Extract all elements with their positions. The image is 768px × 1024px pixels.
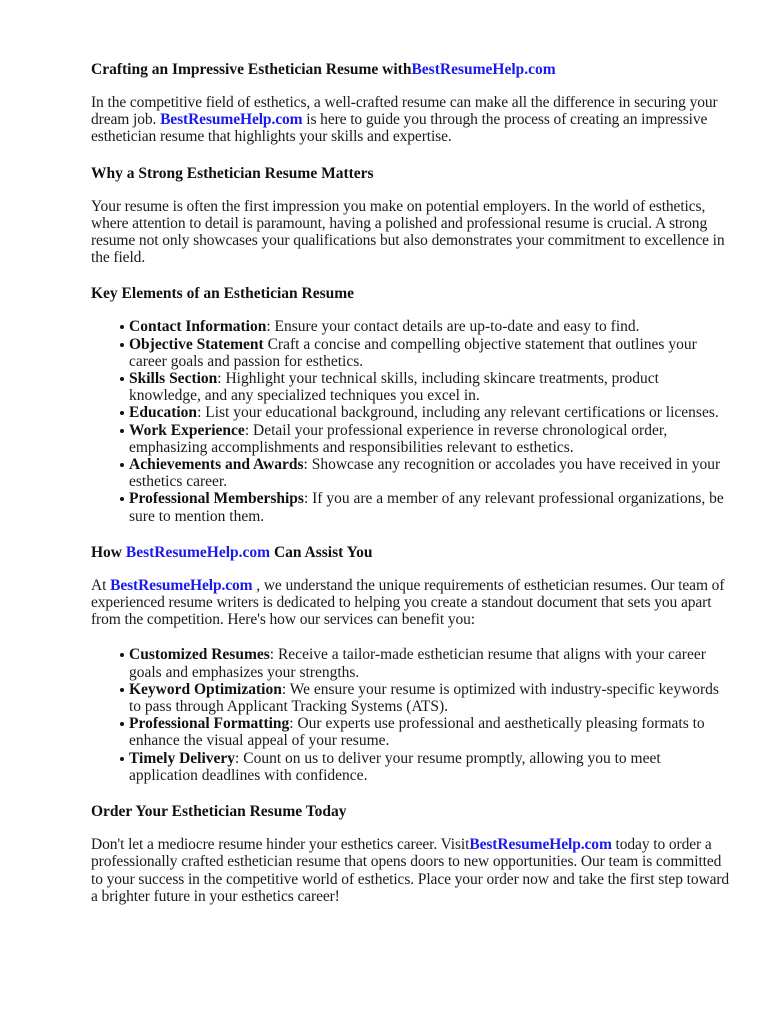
heading-how-suffix: Can Assist You [270,543,373,561]
heading-order: Order Your Esthetician Resume Today [91,803,347,821]
key-element-item [129,336,731,370]
document-page [91,60,731,923]
order-text-before: Don't let a mediocre resume hinder your esthetics career. Visit [91,836,470,854]
list-item-separator: : [266,318,275,336]
intro-link[interactable]: BestResumeHelp.com [160,111,303,129]
order-paragraph [91,836,731,905]
why-paragraph: Your resume is often the first impression you make on potential employers. In the world of esthetics, where attention to detail is paramount, having a polished and professional resume is crucial. A strong resume not only showcases your qualifications but also demonstrates your commitment to excellence in the field. [91,197,725,267]
list-item-separator: : [281,680,290,698]
services-list [91,646,731,784]
list-item-separator: : [235,749,244,767]
list-item-term: Skills Section [129,370,218,388]
list-item-term: Professional Memberships [129,490,304,508]
list-item-term: Work Experience [129,421,245,439]
title-text: Crafting an Impressive Esthetician Resume with [91,61,412,78]
key-element-item [129,422,731,456]
how-text-before: At [91,576,111,594]
list-item-separator: : [269,646,278,664]
service-item [129,750,731,784]
list-item-separator: : [303,490,313,508]
key-element-item [129,404,731,421]
list-item-term: Education [129,404,198,422]
list-item-separator: : [244,421,253,439]
how-text-after: , we understand the unique requirements of esthetician resumes. Our team of experienced resume writers is dedicated to helping you create a standout document that sets you apart from the competition. Here's how our services can benefit you: [91,576,725,629]
document-title [91,60,731,79]
bullet-icon [120,343,124,347]
list-item-separator: : [197,404,206,422]
list-item-description: We ensure your resume is optimized with industry-specific keywords to pass through Applicant Tracking Systems (ATS). [129,680,719,716]
list-item-separator: : [217,370,226,388]
title-link[interactable]: BestResumeHelp.com [411,61,556,78]
list-item-separator: : [303,456,312,474]
list-item-term: Objective Statement [129,335,264,353]
intro-text-before: In the competitive field of esthetics, a well-crafted resume can make all the difference in securing your dream job. [91,94,718,129]
bullet-icon [120,497,124,501]
key-element-item [129,318,731,335]
bullet-icon [120,325,124,329]
list-item-description: List your educational background, including any relevant certifications or licenses. [205,404,719,422]
list-item-term: Achievements and Awards [129,456,304,474]
intro-paragraph [91,94,731,146]
service-item [129,646,731,680]
key-element-item [129,490,731,524]
bullet-icon [120,688,124,692]
key-elements-list [91,318,731,524]
heading-how-prefix: How [91,543,126,561]
heading-key-elements: Key Elements of an Esthetician Resume [91,285,355,303]
bullet-icon [120,411,124,415]
bullet-icon [120,722,124,726]
list-item-description: Craft a concise and compelling objective statement that outlines your career goals and passion for esthetics. [129,335,697,370]
service-item [129,715,731,749]
key-element-item [129,456,731,490]
bullet-icon [120,653,124,657]
list-item-description: Highlight your technical skills, including skincare treatments, product knowledge, and any specialized techniques you excel in. [129,370,659,405]
list-item-term: Customized Resumes [129,646,270,664]
list-item-term: Keyword Optimization [129,680,282,698]
heading-how-link[interactable]: BestResumeHelp.com [125,543,271,561]
list-item-description: Our experts use professional and aesthetically pleasing formats to enhance the visual appeal of your resume. [129,715,705,750]
list-item-description: Detail your professional experience in reverse chronological order, emphasizing accomplishments and responsibilities relevant to esthetics. [129,421,668,456]
service-item [129,681,731,715]
bullet-icon [120,757,124,761]
list-item-separator: : [289,715,298,733]
heading-why: Why a Strong Esthetician Resume Matters [91,164,374,182]
how-paragraph [91,577,731,629]
intro-text-after: is here to guide you through the process of creating an impressive esthetician resume that highlights your skills and expertise. [91,111,708,146]
bullet-icon [120,463,124,467]
bullet-icon [120,377,124,381]
list-item-description: Count on us to deliver your resume promptly, allowing you to meet application deadlines with confidence. [129,749,661,784]
order-text-after: today to order a professionally crafted esthetician resume that opens doors to new opportunities. Our team is committed to your success in the competitive world of esthetics. Place your order now and take the first step toward a brighter future in your esthetics career! [91,836,730,905]
bullet-icon [120,429,124,433]
list-item-term: Timely Delivery [129,749,236,767]
list-item-description: Showcase any recognition or accolades you have received in your esthetics career. [129,456,721,491]
key-element-item [129,370,731,404]
list-item-description: Receive a tailor-made esthetician resume that aligns with your career goals and emphasizes your strengths. [129,646,706,681]
order-link[interactable]: BestResumeHelp.com [469,836,612,854]
list-item-term: Professional Formatting [129,715,290,733]
how-link[interactable]: BestResumeHelp.com [110,576,253,594]
list-item-description: Ensure your contact details are up-to-date and easy to find. [274,318,640,336]
heading-how [91,543,731,562]
list-item-description: If you are a member of any relevant professional organizations, be sure to mention them. [129,490,724,525]
list-item-term: Contact Information [129,318,267,336]
